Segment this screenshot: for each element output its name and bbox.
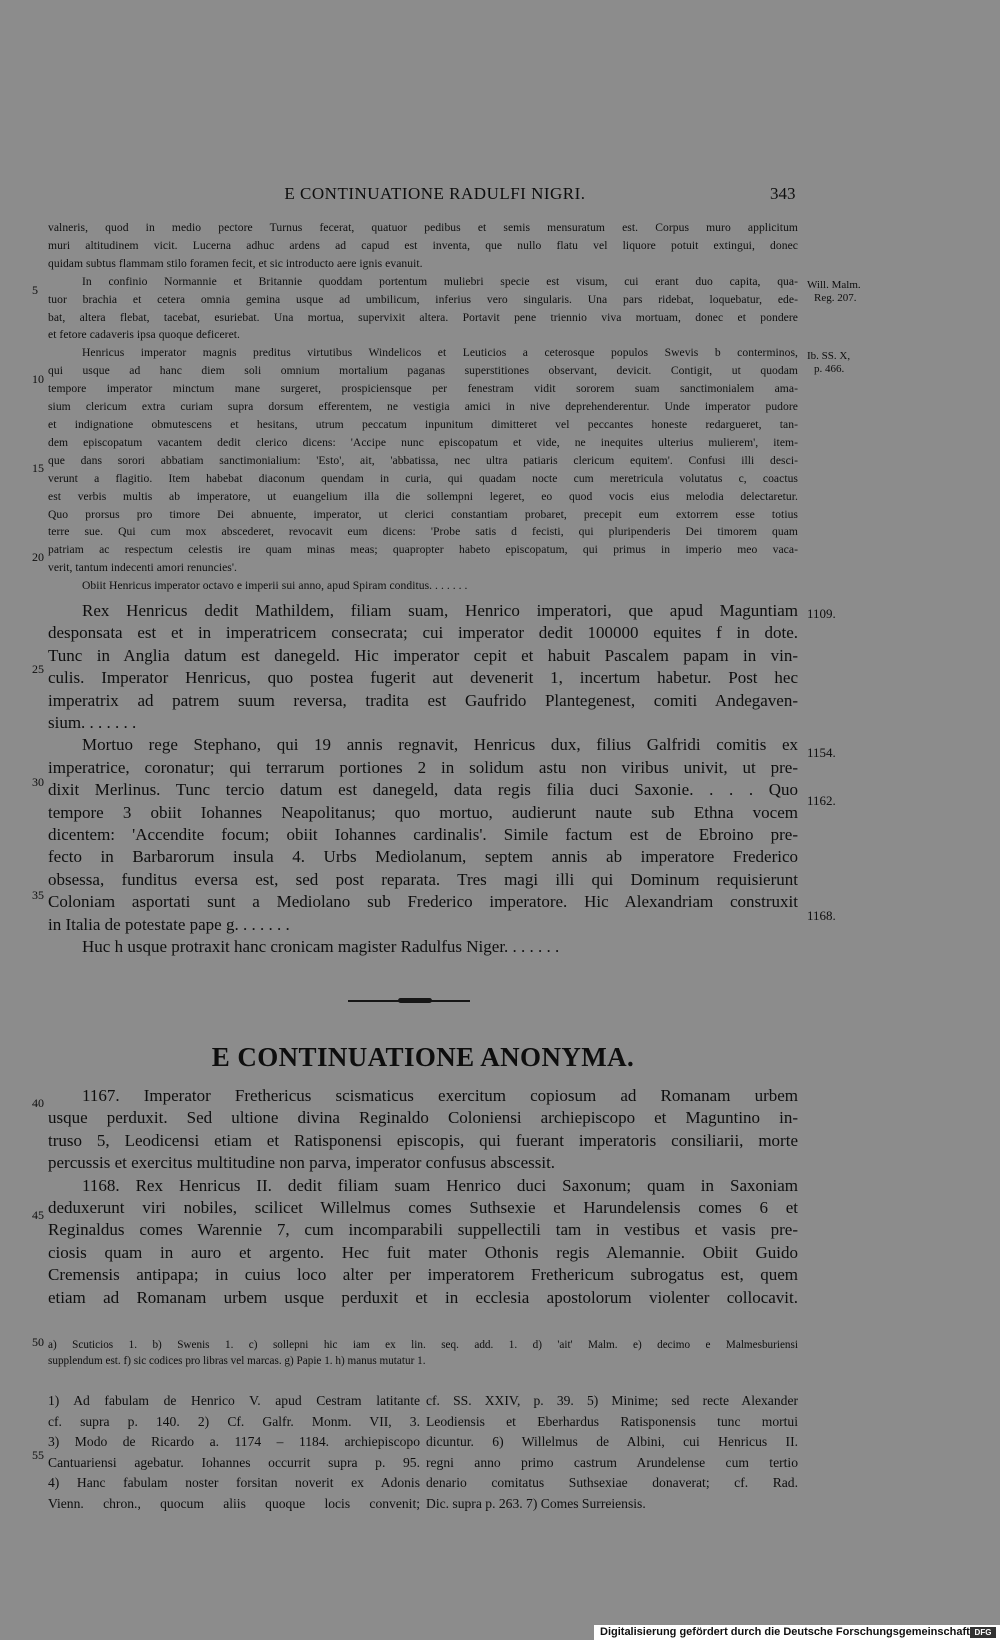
digitization-footer — [594, 1625, 1000, 1640]
text-line: Tunc in Anglia datum est danegeld. Hic imperator cepit et habuit Pascalem papam in vin- — [48, 645, 798, 665]
text-line: sium clericum extra curiam supra dorsum efferentem, ne vestigia amici in nive deprehenderentur. Unde imperator pudore — [48, 400, 798, 414]
text-line: Henricus imperator magnis preditus virtutibus Windelicos et Leuticios a ceterosque populos Swevis b conterminos, — [82, 346, 798, 360]
text-line: verunt a flagitio. Item habebat diaconum quendam in curia, qui quadam nocte cum meretricula volutatus c, coactus — [48, 471, 798, 485]
text-line: Cremensis antipapa; in cuius loco alter per imperatorem Frethericum subrogatus est, quem — [48, 1265, 798, 1285]
text-line: truso 5, Leodicensi etiam et Ratisponensi episcopis, qui fuerant imperatoris consiliarii, morte — [48, 1130, 798, 1150]
text-line: 1168. Rex Henricus II. dedit filiam suam Henrico duci Saxonum; quam in Saxoniam — [82, 1175, 798, 1195]
footnote-column-right — [426, 1391, 798, 1515]
text-line: qui usque ad hanc diem soli omnium mortalium paganas superstitiones observant, devicit. Contigit, ut quodam — [48, 364, 798, 378]
margin-note: p. 466. — [814, 363, 845, 375]
dfg-logo: DFG — [970, 1627, 996, 1638]
footnote-line: 1) Ad fabulam de Henrico V. apud Cestram latitante — [48, 1393, 420, 1408]
footnote-line: cf. supra p. 140. 2) Cf. Galfr. Monm. VII, 3. — [48, 1413, 420, 1429]
text-line: etiam ad Romanam urbem usque perduxit et in ecclesia apostolorum violenter collocavit. — [48, 1287, 798, 1307]
text-line: dicentem: 'Accendite focum; obiit Iohannes cardinalis'. Simile factum est de Ebroino pre- — [48, 825, 798, 845]
main-text-block — [48, 600, 798, 959]
text-line: muri altitudinem vicit. Lucerna adhuc ardens ad capud est inventa, que nullo flatu vel liquore potuit extingui, donec — [48, 238, 798, 252]
footnote-columns — [48, 1391, 798, 1515]
line-number: 40 — [32, 1096, 44, 1110]
margin-note: Ib. SS. X, — [807, 350, 851, 362]
margin-year: 1162. — [807, 793, 836, 808]
critical-apparatus — [48, 1337, 798, 1369]
footnote-line: Dic. supra p. 263. 7) Comes Surreiensis. — [426, 1495, 646, 1511]
margin-year: 1168. — [807, 908, 836, 923]
footnote-line: dicuntur. 6) Willelmus de Albini, cui Henricus II. — [426, 1434, 798, 1450]
margin-note: Will. Malm. — [807, 279, 861, 291]
text-line: et fetore cadaveris ipsa quoque deficeret. — [48, 328, 241, 342]
text-line: in Italia de potestate pape g. . . . . . . — [48, 914, 290, 934]
text-line: Coloniam asportati sunt a Mediolano sub Frederico imperatore. Hic Alexandriam construxit — [48, 892, 798, 912]
text-line: tempore 3 obiit Iohannes Neapolitanus; quo mortuo, audierunt naute sub Ethna vocem — [48, 802, 798, 822]
text-line: In confinio Normannie et Britannie quoddam portentum muliebri specie est visum, cui erant duo capita, qua- — [82, 274, 798, 288]
footnote-line: 4) Hanc fabulam noster forsitan noverit ex Adonis — [48, 1475, 420, 1491]
text-line: imperatrix ad patrem suum reversa, tradita est Gaufrido Plantegenest, comiti Andegaven- — [48, 690, 798, 710]
line-number: 50 — [32, 1335, 44, 1349]
text-line: fecto in Barbarorum insula 4. Urbs Mediolanum, septem annis ab imperatore Frederico — [48, 847, 798, 867]
footnote-column-left — [48, 1391, 420, 1515]
text-line: Huc h usque protraxit hanc cronicam magister Radulfus Niger. . . . . . . — [82, 937, 560, 957]
text-line: dem episcopatum vacantem dedit clerico dicens: 'Accipe nunc episcopatum et vide, ne inequites ulterius mulierem', item- — [48, 435, 798, 449]
margin-year: 1109. — [807, 606, 836, 621]
apparatus-line: supplendum est. f) sic codices pro libras vel marcas. g) Papie 1. h) manus mutatur 1. — [48, 1355, 426, 1367]
text-line: dixit Merlinus. Tunc tercio datum est danegeld, data regis filia duci Saxonie. . . . Quo — [48, 780, 798, 800]
text-line: patriam ac respectum celestis ire quam minas meas; quapropter habeto episcopatum, qui primus in imperio meo vaca- — [48, 543, 798, 557]
small-text-block — [48, 219, 798, 595]
line-number: 5 — [32, 283, 38, 297]
text-line: desponsata est et in imperatricem consecrata; cui imperator dedit 100000 equites f in dote. — [48, 623, 798, 643]
footnote-line: Cantuariensi agebatur. Iohannes occurrit supra p. 95. — [48, 1454, 420, 1470]
line-number: 15 — [32, 461, 44, 475]
text-line: culis. Imperator Henricus, quo postea fugerit aut devenerit 1, incertum habetur. Post hec — [48, 668, 798, 688]
text-line: ciosis quam in auro et argento. Hec fuit mater Othonis regis Alemannie. Obiit Guido — [48, 1242, 798, 1262]
line-number: 45 — [32, 1208, 44, 1222]
text-line: est verbis multis ab imperatore, ut euangelium illa die sollempni legeret, eo quod vocis eius melodia delectaretur. — [48, 489, 798, 503]
text-line: sium. . . . . . . — [48, 713, 137, 733]
line-number: 35 — [32, 888, 44, 902]
text-line: valneris, quod in medio pectore Turnus fecerat, quatuor pedibus et semis mensuratum est. Corpus muro applicitum — [48, 221, 798, 234]
text-line: et indignatione obmutescens et hesitans, utrum peccatum inpunitum dimitteret vel peccantes honeste redargueret, tan- — [48, 417, 798, 431]
line-number: 25 — [32, 662, 44, 676]
text-line: bat, altera flebat, tacebat, esuriebat. Una mortua, supervixit altera. Portavit pene triennio viva mortuam, donec et pondere — [48, 310, 798, 324]
apparatus-line: a) Scuticios 1. b) Swenis 1. c) sollepni hic iam ex lin. seq. add. 1. d) 'ait' Malm. e) decimo e Malmesburiensi — [48, 1339, 798, 1351]
footnote-line: 3) Modo de Ricardo a. 1174 – 1184. archiepiscopo — [48, 1434, 420, 1450]
text-line: que dans sorori abbatiam sanctimonialium: 'Esto', ait, 'abbatissa, nec ultra patiaris clericum equitem'. Confusi illi desci- — [48, 453, 798, 467]
line-number: 20 — [32, 550, 44, 564]
line-number: 10 — [32, 372, 44, 386]
text-line: 1167. Imperator Frethericus scismaticus exercitum copiosum ad Romanam urbem — [82, 1086, 798, 1105]
line-number: 55 — [32, 1448, 44, 1462]
text-line: Reginaldus comes Warennie 7, cum incomparabili suppellectili tam in vestibus et vasis pre- — [48, 1220, 798, 1240]
footnotes-block — [48, 1337, 798, 1515]
text-line: Obiit Henricus imperator octavo e imperii sui anno, apud Spiram conditus. . . . . . . — [82, 579, 468, 593]
section-divider-ornament — [398, 998, 432, 1003]
text-line: Rex Henricus dedit Mathildem, filiam suam, Henrico imperatori, que apud Maguntiam — [82, 601, 798, 620]
text-line: usque perduxit. Sed ultione divina Reginaldo Coloniensi archiepiscopo et Maguntino in- — [48, 1108, 798, 1128]
anonyma-text-block — [48, 1085, 798, 1309]
section-title: E CONTINUATIONE ANONYMA. — [211, 1042, 635, 1072]
footnote-line: cf. SS. XXIV, p. 39. 5) Minime; sed recte Alexander — [426, 1393, 798, 1408]
text-line: tempore imperator minctum mane surgeret, prospiciensque per fenestram vidit sororem suam sanctimonialem ama- — [48, 382, 798, 396]
text-line: imperatrice, coronatur; qui terrarum portiones 2 in solidum astu non viribus univit, ut pre- — [48, 757, 798, 777]
text-line: percussis et exercitus multitudine non parva, imperator confusus abscessit. — [48, 1153, 556, 1173]
text-line: tuor brachia et cetera omnia gemina usque ad umbilicum, inferius vero singularis. Una pars ridebat, loquebatur, ede- — [48, 292, 798, 306]
line-number: 30 — [32, 775, 44, 789]
text-line: quidam subtus flammam stilo foramen fecit, et sic introducto aere ignis evanuit. — [48, 256, 423, 270]
footnote-line: Vienn. chron., quocum aliis quoque locis convenit; — [48, 1495, 420, 1511]
margin-note: Reg. 207. — [814, 292, 857, 304]
text-line: terre sue. Qui cum mox abscederet, revocavit eum dicens: 'Probe satis d fecisti, qui pluripenderis Dei timorem quam — [48, 525, 798, 539]
text-line: Mortuo rege Stephano, qui 19 annis regnavit, Henricus dux, filius Galfridi comitis ex — [82, 735, 798, 755]
footer-text: Digitalisierung gefördert durch die Deutsche Forschungsgemeinschaft — [600, 1626, 970, 1638]
footnote-line: regni anno primo castrum Arundelense cum tertio — [426, 1454, 798, 1470]
text-line: Quo prorsus pro timore Dei abnuente, imperator, ut clerici constantiam probaret, precepit eum extorrem esse totius — [48, 507, 798, 521]
page-number: 343 — [770, 184, 796, 203]
footnote-line: Leodiensis et Eberhardus Ratisponensis tunc mortui — [426, 1413, 798, 1429]
footnote-line: denario comitatus Suthsexiae donaverat; cf. Rad. — [426, 1475, 798, 1491]
text-line: obsessa, funditus eversa est, sed post reparata. Tres magi illi qui Dominum requisierunt — [48, 869, 798, 889]
running-title: E CONTINUATIONE RADULFI NIGRI. — [284, 184, 586, 203]
text-line: verit, tantum indecenti amori renuncies'. — [48, 561, 237, 575]
text-line: deduxerunt viri nobiles, scilicet Willelmus comes Suthsexie et Harundelensis comes 6 et — [48, 1198, 798, 1218]
margin-year: 1154. — [807, 745, 836, 760]
